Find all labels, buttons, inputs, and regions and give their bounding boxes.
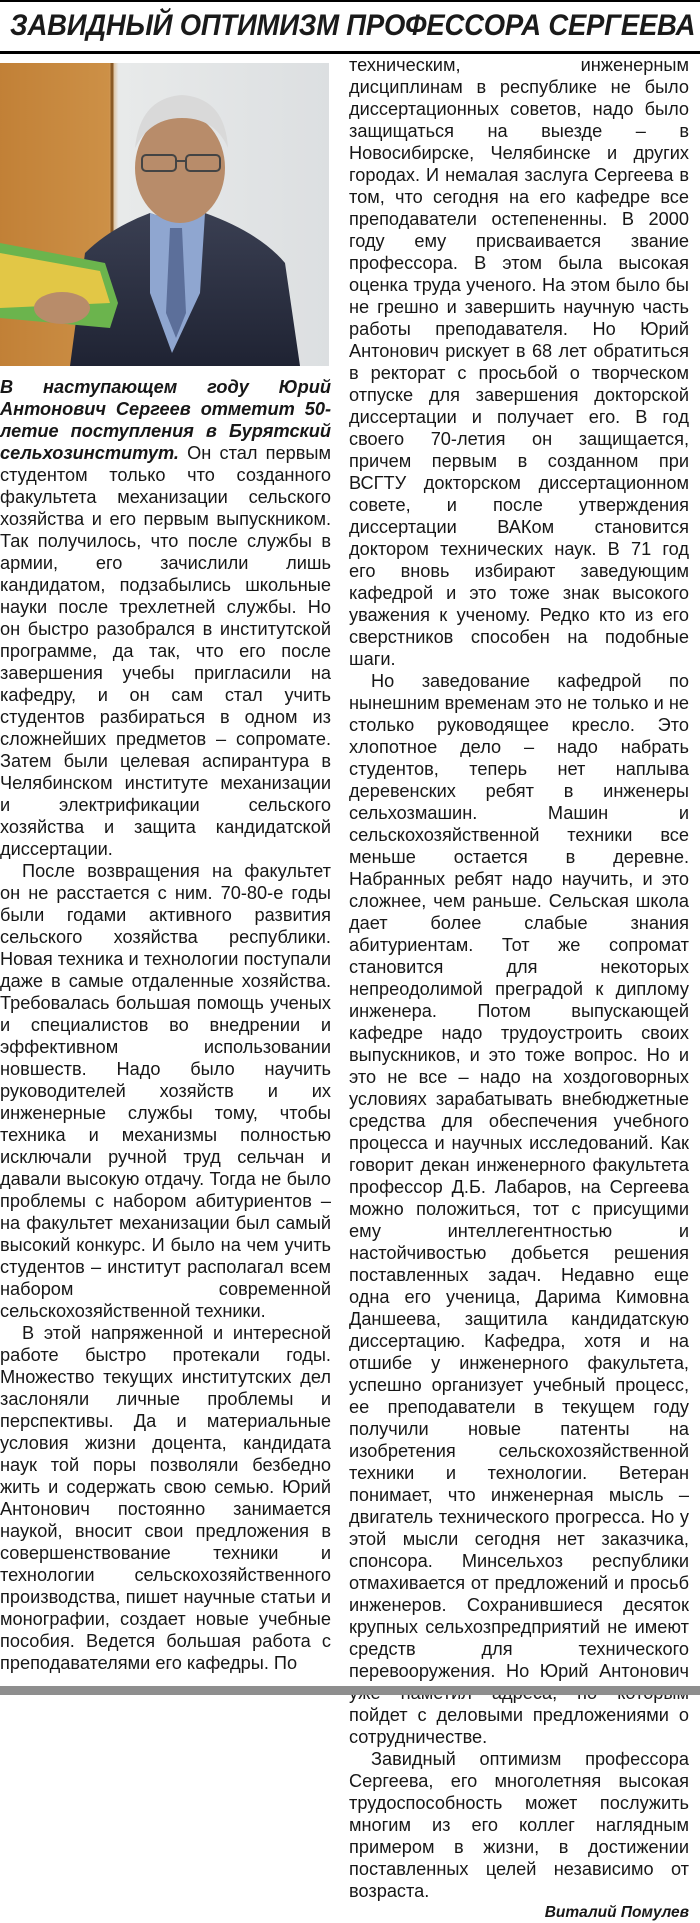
paragraph-2: После возвращения на факультет он не расстается с ним. 70-80-е годы были годами активного развития сельского хозяйства республики. Новая техника и технологии поступали даже в самые отдаленные хозяйства. Требовалась большая помощь ученых и специалистов во внедрении и эффективном использовании новшеств. Надо было научить руководителей хозяйств и их инженерные службы тому, чтобы техника и механизмы полностью исключали ручной труд сельчан и давали высокую отдачу. Тогда не было проблемы с набором абитуриентов – на факультет механизации был самый высокий конкурс. И было на чем учить студентов – институт располагал всем набором современной сельскохозяйственной техники. [0, 861, 331, 1321]
article-column-left [0, 376, 331, 1674]
article-headline: ЗАВИДНЫЙ ОПТИМИЗМ ПРОФЕССОРА СЕРГЕЕВА [10, 9, 696, 42]
paragraph-3-continued: техническим, инженерным дисциплинам в республике не было диссертационных советов, надо было защищаться на выезде – в Новосибирске, Челябинске и других городах. И немалая заслуга Сергеева в том, что сегодня на его кафедре все преподаватели остепененны. В 2000 году ему присваивается звание профессора. В этом была высокая оценка труда ученого. На этом было бы не грешно и завершить научную часть работы преподавателя. Но Юрий Антонович рискует в 68 лет обратиться в ректорат с просьбой о творческом отпуске для завершения докторской диссертации и получает его. В год своего 70-летия он защищается, причем первым в созданном при ВСГТУ докторском диссертационном совете, и после утверждения диссертации ВАКом становится доктором технических наук. В 71 год его вновь избирают заведующим кафедрой и это тоже знак высокого уважения к ученому. Редко кто из его сверстников способен на подобные шаги. [349, 55, 689, 669]
headline-bar [0, 0, 700, 54]
author-signature: Виталий Помулев [544, 1904, 689, 1921]
article-column-right [349, 54, 689, 1923]
portrait-photo [0, 63, 329, 366]
portrait-illustration [0, 63, 329, 366]
lead-paragraph [0, 376, 331, 860]
lead-bold-text: В наступающем году Юрий Антонович Сергеев отметит 50-летие поступления в Бурятский сельхозинститут. [0, 377, 331, 463]
bottom-rule [0, 1686, 700, 1695]
paragraph-5: Завидный оптимизм профессора Сергеева, его многолетняя высокая трудоспособность может послужить многим из его коллег наглядным примером в жизни, в достижении поставленных целей независимо от возраста. [349, 1749, 689, 1901]
paragraph-4: Но заведование кафедрой по нынешним временам это не только и не столько руководящее кресло. Это хлопотное дело – надо набрать студентов, теперь нет наплыва деревенских ребят в инженеры сельхозмашин. Машин и сельскохозяйственной техники все меньше остается в деревне. Набранных ребят надо научить, и это сложнее, чем раньше. Сельская школа дает более слабые знания абитуриентам. Тот же сопромат становится для некоторых непреодолимой преградой к диплому инженера. Потом выпускающей кафедре надо трудоустроить своих выпускников, и это тоже вопрос. Но и это не все – надо на хоздоговорных условиях зарабатывать внебюджетные средства для обеспечения учебного процесса и научных исследований. Как говорит декан инженерного факультета профессор Д.Б. Лабаров, на Сергеева можно положиться, тот с присущими ему интеллегентностью и настойчивостью добьется решения поставленных задач. Недавно еще одна его ученица, Дарима Кимовна Даншеева, защитила кандидатскую диссертацию. Кафедра, хотя и на отшибе у инженерного факультета, успешно организует учебный процесс, ее преподаватели в текущем году получили новые патенты на изобретения сельскохозяйственной техники и технологии. Ветеран понимает, что инженерная мысль – двигатель технического прогресса. Но у этой мысли сегодня нет заказчика, спонсора. Минсельхоз республики отмахивается от предложений и просьб инженеров. Сохранившиеся десяток крупных сельхозпредприятий не имеют средств для технического перевооружения. Но Юрий Антонович пойдет с деловыми предложениями о сотрудничестве. [349, 671, 689, 1747]
lead-text: Он стал первым студентом только что созданного факультета механизации сельского хозяйства и его первым выпускником. Так получилось, что после службы в армии, его зачислили лишь кандидатом, подзабылись школьные науки после трехлетней службы. Но он быстро разобрался в институтской программе, да так, что его после завершения учебы пригласили на кафедру, и он сам стал учить студентов разбираться в одном из сложнейших предметов – сопромате. Затем были целевая аспирантура в Челябинском институте механизации и электрификации сельского хозяйства и защита кандидатской диссертации. [0, 443, 331, 859]
paragraph-3: В этой напряженной и интересной работе быстро протекали годы. Множество текущих институтских дел заслоняли личные проблемы и перспективы. Да и материальные условия жизни доцента, кандидата наук той поры позволяли безбедно жить и содержать свою семью. Юрий Антонович постоянно занимается наукой, вносит свои предложения в совершенствование техники и технологии сельскохозяйственного производства, пишет научные статьи и монографии, создает новые учебные пособия. Ведется большая работа с преподавателями его кафедры. По [0, 1323, 331, 1673]
